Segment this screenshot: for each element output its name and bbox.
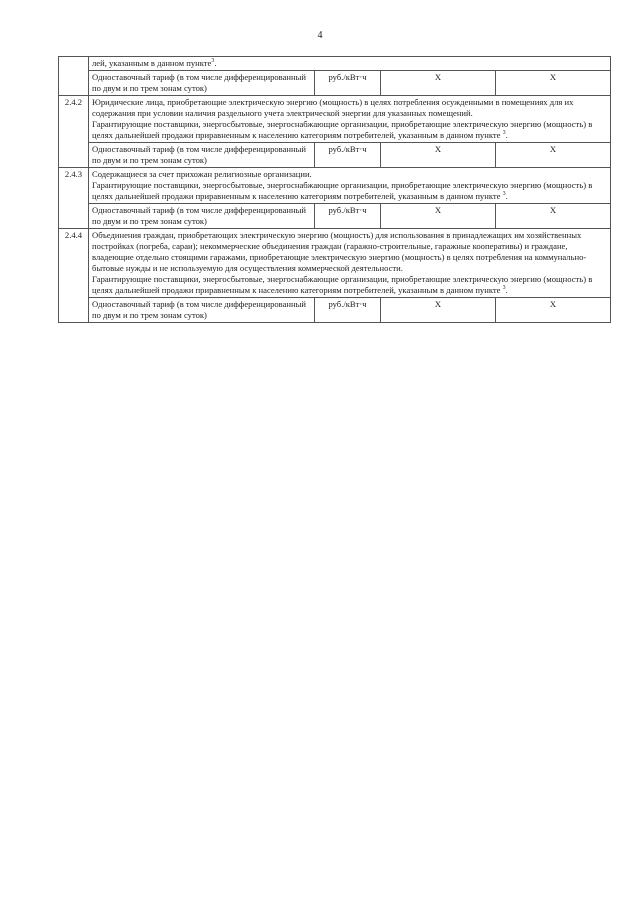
value-cell: X	[381, 204, 496, 229]
row-number	[59, 57, 89, 96]
value-cell: X	[496, 71, 611, 96]
value-cell: X	[381, 143, 496, 168]
row-number: 2.4.2	[59, 96, 89, 168]
category-description	[89, 168, 611, 204]
table-row	[59, 57, 611, 71]
footnote-mark: 3	[502, 191, 506, 198]
value-cell: X	[496, 204, 611, 229]
description-paragraph: Гарантирующие поставщики, энергосбытовые, энергоснабжающие организации, приобретающие электрическую энергию (мощность) в целях дальнейшей продажи приравненным к населению категориям потребителей, указанным в данном пункте $^3$.	[92, 119, 593, 140]
table-row	[59, 71, 611, 96]
unit-cell: руб./кВт·ч	[315, 204, 381, 229]
tariff-label: Одноставочный тариф (в том числе дифференцированный по двум и по трем зонам суток)	[89, 71, 315, 96]
footnote-mark: 3	[502, 285, 506, 292]
description-text: лей, указанным в данном пункте	[92, 58, 212, 68]
category-description: лей, указанным в данном пункте$^3$.	[89, 57, 611, 71]
table-row	[59, 298, 611, 323]
unit-cell: руб./кВт·ч	[315, 298, 381, 323]
row-number: 2.4.3	[59, 168, 89, 229]
value-cell: X	[496, 143, 611, 168]
unit-cell: руб./кВт·ч	[315, 71, 381, 96]
tariff-label: Одноставочный тариф (в том числе дифференцированный по двум и по трем зонам суток)	[89, 143, 315, 168]
table-row	[59, 96, 611, 143]
description-paragraph: Юридические лица, приобретающие электрическую энергию (мощность) в целях потребления осужденными в помещениях для их содержания при условии наличия раздельного учета электрической энергии для указанных помещений.	[92, 97, 574, 118]
description-paragraph: Содержащиеся за счет прихожан религиозные организации.	[92, 169, 312, 179]
table-row	[59, 143, 611, 168]
table-row	[59, 168, 611, 204]
page-number: 4	[317, 30, 323, 41]
category-description	[89, 229, 611, 298]
category-description	[89, 96, 611, 143]
table-row	[59, 204, 611, 229]
description-paragraph: Гарантирующие поставщики, энергосбытовые, энергоснабжающие организации, приобретающие электрическую энергию (мощность) в целях дальнейшей продажи приравненным к населению категориям потребителей, указанным в данном пункте $^3$.	[92, 180, 593, 201]
tariff-label: Одноставочный тариф (в том числе дифференцированный по двум и по трем зонам суток)	[89, 204, 315, 229]
table-row	[59, 229, 611, 298]
tariff-table	[58, 56, 611, 323]
footnote-mark: 3	[211, 58, 215, 65]
value-cell: X	[381, 71, 496, 96]
description-paragraph: Объединения граждан, приобретающих электрическую энергию (мощность) для использования в принадлежащих им хозяйственных постройках (погреба, сараи); некоммерческие объединения граждан (гаражно-строительные, гаражные кооперативы) и граждане, владеющие отдельно стоящими гаражами, приобретающие электрическую энергию (мощность) в целях потребления на коммунально-бытовые нужды и не используемую для осуществления коммерческой деятельности.	[92, 230, 587, 273]
value-cell: X	[381, 298, 496, 323]
tariff-label: Одноставочный тариф (в том числе дифференцированный по двум и по трем зонам суток)	[89, 298, 315, 323]
row-number: 2.4.4	[59, 229, 89, 323]
unit-cell: руб./кВт·ч	[315, 143, 381, 168]
description-paragraph: Гарантирующие поставщики, энергосбытовые, энергоснабжающие организации, приобретающие электрическую энергию (мощность) в целях дальнейшей продажи приравненным к населению категориям потребителей, указанным в данном пункте $^3$.	[92, 274, 593, 295]
value-cell: X	[496, 298, 611, 323]
footnote-mark: 3	[502, 130, 506, 137]
